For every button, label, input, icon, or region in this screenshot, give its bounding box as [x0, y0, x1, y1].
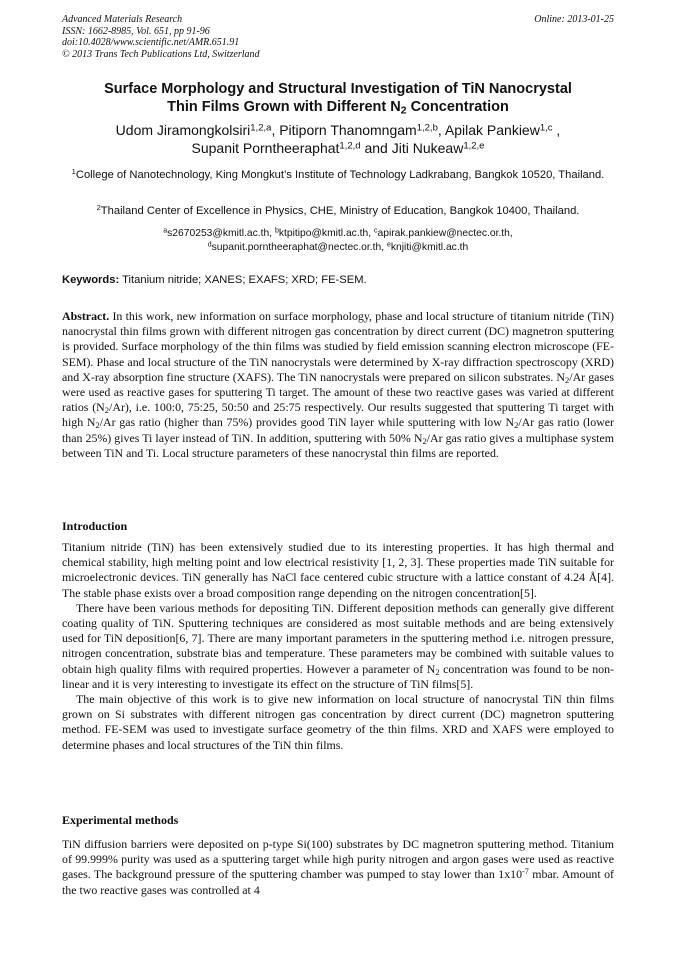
introduction-body [62, 540, 614, 753]
author-separator: and [360, 139, 392, 156]
author-name: Jiti Nukeaw [391, 139, 464, 156]
abstract [62, 309, 614, 461]
email-link[interactable]: s2670253@kmitl.ac.th, [167, 228, 273, 239]
email-link[interactable]: apirak.pankiew@nectec.or.th, [377, 228, 513, 239]
abstract-label: Abstract. [62, 309, 110, 323]
intro-paragraph-1: Titanium nitride (TiN) has been extensively studied due to its interesting properties. It has high thermal and chemical stability, high melting point and low electrical resistivity [1, 2, 3]. These properties made TiN suitable for microelectronic devices. TiN generally has NaCl face centered cubic structure with a lattice constant of 4.24 Å[4]. The stable phase exists over a broad composition range depending on the nitrogen concentration[5]. [62, 540, 614, 600]
author-affiliation-mark: 1,2,b [416, 122, 438, 134]
experimental-body [62, 837, 614, 898]
subscript: 2 [435, 666, 440, 677]
title-line-2 [62, 99, 614, 117]
abstract-text: /Ar gases were used as reactive gases for sputtering Ti target. The amount of these two reactive gases was varied at different ratios (N [62, 369, 614, 415]
abstract-text: /Ar gas ratio (higher than 75%) provides good TiN layer while sputtering with low N [99, 415, 515, 430]
title-text: Concentration [406, 98, 509, 115]
email-link[interactable]: knjiti@kmitl.ac.th [390, 242, 469, 253]
author-name: Supanit Porntheeraphat [191, 139, 340, 156]
author-separator: , [552, 122, 561, 138]
abstract-text: In this work, new information on surface morphology, phase and local structure of titanium nitride (TiN) nanocrystal thin films grown with different nitrogen gas concentration by direct current (DC) magnetron sputtering is provided. Surface morphology of the thin films was studied by field emission scanning electron microscope (FE-SEM). Phase and local structure of the TiN nanocrystals were determined by X-ray diffraction spectroscopy (XRD) and X-ray absorption fine structure (XAFS). The TiN nanocrystals were prepared on silicon substrates. N [62, 309, 614, 384]
author-list [62, 122, 614, 157]
author-affiliation-mark: 1,c [539, 122, 553, 134]
affiliation-text: Thailand Center of Excellence in Physics, CHE, Ministry of Education, Bangkok 10400, Thailand. [100, 205, 580, 217]
author-name: Apilak Pankiew [444, 122, 540, 138]
affiliation-mark: 2 [96, 203, 101, 213]
subscript: 2 [104, 405, 110, 416]
subscript: 2 [422, 435, 427, 446]
keywords-text: Titanium nitride; XANES; EXAFS; XRD; FE-SEM. [119, 274, 367, 286]
journal-header [62, 14, 614, 60]
author-name: Udom Jiramongkolsiri [115, 122, 251, 138]
superscript: -7 [522, 867, 529, 877]
email-link[interactable]: supanit.porntheeraphat@nectec.or.th, [211, 242, 385, 253]
title-text: Thin Films Grown with Different N [167, 98, 401, 115]
title-line-1: Surface Morphology and Structural Investigation of TiN Nanocrystal [104, 81, 572, 97]
abstract-text: /Ar), i.e. 100:0, 75:25, 50:50 and 25:75 respectively. Our results suggested that sputtering Ti target with high N [62, 400, 615, 430]
email-mark: b [274, 227, 279, 235]
intro-paragraph-2 [62, 601, 614, 692]
abstract-paragraph [62, 309, 614, 461]
abstract-text: /Ar gas ratio gives a multiphase system between TiN and Ti. Local structure parameters of these nanocrystal thin films are reported. [62, 430, 614, 460]
keywords [62, 273, 614, 288]
keywords-label: Keywords: [62, 274, 120, 286]
subscript: 2 [514, 420, 519, 431]
affiliation-mark: 1 [71, 167, 76, 177]
section-heading-introduction: Introduction [62, 519, 128, 533]
abstract-text: /Ar gas ratio (lower than 25%) gives Ti layer instead of TiN. In addition, sputtering with 50% N [62, 415, 614, 445]
email-mark: a [163, 227, 168, 235]
author-name: Pitiporn Thanomngam [279, 122, 417, 138]
doi-line[interactable]: doi:10.4028/www.scientific.net/AMR.651.91 [62, 37, 240, 48]
email-link[interactable]: ktpitipo@kmitl.ac.th, [278, 228, 372, 239]
exp-paragraph-1 [62, 837, 614, 898]
author-separator: , [271, 122, 280, 138]
paragraph-text: mbar. Amount of the two reactive gases was controlled at 4 [62, 867, 615, 897]
author-emails [62, 227, 614, 255]
author-affiliation-mark: 1,2,d [339, 139, 361, 151]
online-date: Online: 2013-01-25 [534, 14, 614, 25]
affiliation-text: College of Nanotechnology, King Mongkut’s Institute of Technology Ladkrabang, Bangkok 10520, Thailand. [75, 169, 605, 181]
subscript: 2 [95, 420, 100, 431]
section-heading-experimental: Experimental methods [62, 813, 179, 827]
paragraph-text: There have been various methods for depositing TiN. Different deposition methods can generally give different coating quality of TiN. Sputtering techniques are considered as most suitable methods and are being extensively used for TiN deposition[6, 7]. There are many important parameters in the sputtering method i.e. nitrogen pressure, nitrogen concentration, substrate bias and temperature. These parameters may be combined with suitable values to obtain high quality films with required properties. However a parameter of N [62, 600, 614, 676]
paper-title [62, 81, 614, 116]
affiliation-1 [62, 168, 614, 184]
author-affiliation-mark: 1,2,a [250, 122, 272, 134]
author-separator: , [437, 122, 445, 138]
issn-line: ISSN: 1662-8985, Vol. 651, pp 91-96 [62, 25, 210, 37]
title-subscript: 2 [400, 105, 407, 117]
subscript: 2 [565, 374, 570, 385]
paragraph-text: concentration was found to be non-linear and it is very interesting to investigate its effect on the structure of TiN films[5]. [62, 661, 614, 691]
author-affiliation-mark: 1,2,e [463, 139, 485, 151]
paragraph-text: TiN diffusion barriers were deposited on p-type Si(100) substrates by DC magnetron sputtering method. Titanium of 99.999% purity was used as a sputtering target while high purity nitrogen and argon gases were used as reactive gases. The background pressure of the sputtering chamber was pumped to stay lower than 1x10 [62, 837, 614, 882]
affiliation-2 [62, 204, 614, 220]
email-mark: d [207, 241, 212, 249]
copyright-line: © 2013 Trans Tech Publications Ltd, Switzerland [62, 48, 260, 60]
intro-paragraph-3: The main objective of this work is to give new information on local structure of nanocrystal TiN thin films grown on Si substrates with different nitrogen gas concentration by direct current (DC) magnetron sputtering method. FE-SEM was used to investigate surface geometry of the thin films. XRD and XAFS were employed to determine phases and local structures of the TiN thin films. [62, 692, 614, 752]
email-mark: c [374, 227, 378, 235]
email-mark: e [386, 241, 391, 249]
journal-name: Advanced Materials Research [62, 14, 183, 25]
